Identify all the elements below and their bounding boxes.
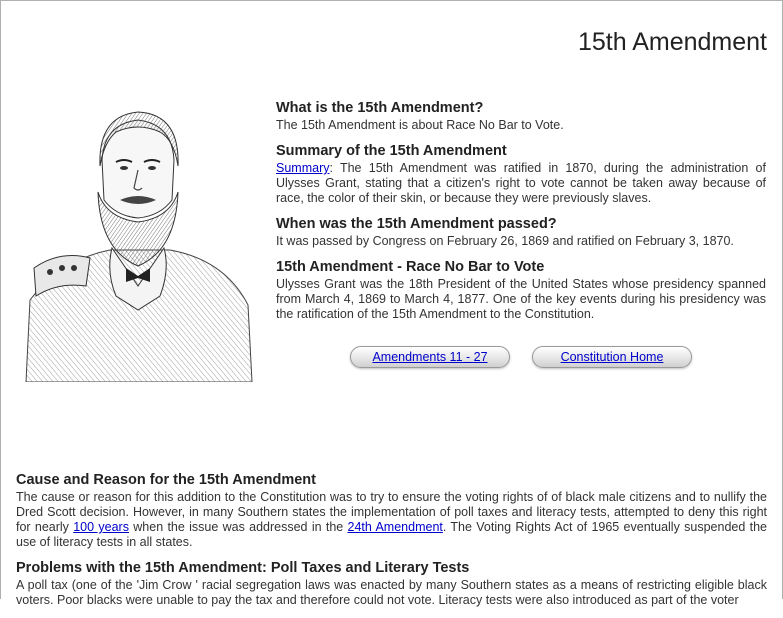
- constitution-home-button[interactable]: Constitution Home: [532, 346, 692, 368]
- amendments-11-27-button[interactable]: Amendments 11 - 27: [350, 346, 510, 368]
- problems-section: [16, 560, 767, 608]
- when-heading: When was the 15th Amendment passed?: [276, 216, 557, 232]
- what-text: The 15th Amendment is about Race No Bar to Vote.: [276, 118, 564, 132]
- when-section: [276, 216, 766, 249]
- cause-text-1: The cause or reason for this addition to the Constitution was to try to ensure the voting rights of of black male citizens and to nullify the Dred Scott decision. However, in many Southern states the implementation of poll taxes and literacy tests, attempted to deny this right for nearly: [16, 490, 767, 534]
- summary-heading: Summary of the 15th Amendment: [276, 143, 507, 159]
- 100-years-link[interactable]: 100 years: [73, 520, 129, 534]
- race-text: Ulysses Grant was the 18th President of the United States whose presidency spanned from March 4, 1869 to March 4, 1877. One of the key events during his presidency was the ratification of the 15th Amendment to the Constitution.: [276, 277, 766, 321]
- problems-heading: Problems with the 15th Amendment: Poll Taxes and Literary Tests: [16, 560, 470, 576]
- 24th-amendment-link[interactable]: 24th Amendment: [347, 520, 443, 534]
- when-text: It was passed by Congress on February 26, 1869 and ratified on February 3, 1870.: [276, 234, 734, 248]
- cause-section: [16, 472, 767, 550]
- cause-heading: Cause and Reason for the 15th Amendment: [16, 472, 316, 488]
- summary-paragraph: [276, 161, 766, 206]
- page-title: 15th Amendment: [577, 28, 767, 56]
- summary-text: : The 15th Amendment was ratified in 1870, during the administration of Ulysses Grant, stating that a citizen's right to vote cannot be taken away because of race, the color of their skin, or because they were previously slaves.: [276, 161, 766, 205]
- race-heading: 15th Amendment - Race No Bar to Vote: [276, 259, 545, 275]
- what-heading: What is the 15th Amendment?: [276, 100, 484, 116]
- ulysses-grant-portrait: [20, 100, 258, 382]
- nav-buttons: [350, 346, 692, 368]
- problems-text: A poll tax (one of the 'Jim Crow ' racial segregation laws was enacted by many Southern states as a means of restricting eligible black voters. Poor blacks were unable to pay the tax and therefore could not vote. Literacy tests were also introduced as part of the voter: [16, 578, 767, 607]
- cause-text-3: . The Voting Rights Act of 1965 eventually suspended the use of literacy tests in all states.: [16, 520, 767, 549]
- cause-text-2: when the issue was addressed in the: [128, 520, 348, 534]
- lower-content: [16, 472, 767, 618]
- intro-section: [276, 100, 766, 332]
- summary-link[interactable]: Summary: [276, 161, 330, 175]
- cause-paragraph: [16, 490, 767, 550]
- race-section: [276, 259, 766, 322]
- what-section: [276, 100, 766, 133]
- summary-section: [276, 143, 766, 206]
